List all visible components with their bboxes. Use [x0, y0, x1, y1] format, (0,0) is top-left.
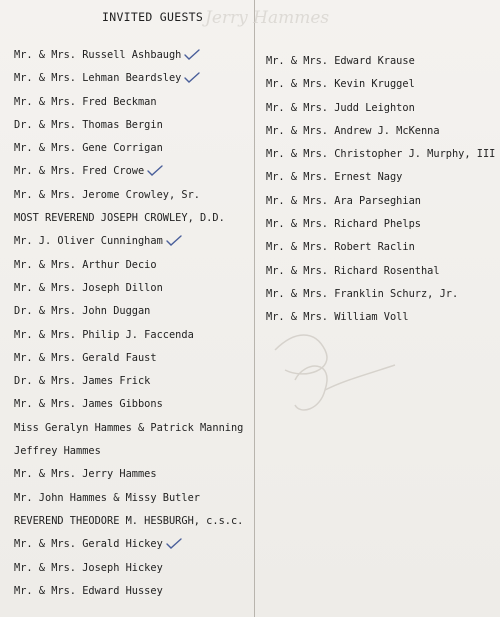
- guest-entry: [14, 114, 252, 137]
- guest-name: Mr. & Mrs. Ernest Nagy: [266, 171, 403, 184]
- guest-name: Mr. & Mrs. Joseph Hickey: [14, 561, 163, 574]
- guest-name: Mr. & Mrs. Franklin Schurz, Jr.: [266, 287, 459, 300]
- guest-name: Mr. & Mrs. Gene Corrigan: [14, 142, 163, 155]
- guest-entry: [266, 236, 496, 259]
- guest-name: Mr. & Mrs. Arthur Decio: [14, 258, 157, 271]
- guest-name: Mr. & Mrs. James Gibbons: [14, 398, 163, 411]
- guest-entry: [14, 510, 252, 533]
- guest-name: Mr. & Mrs. Edward Hussey: [14, 584, 163, 597]
- guest-name: Mr. & Mrs. Fred Beckman: [14, 95, 157, 108]
- guest-entry: [14, 487, 252, 510]
- guest-name: Mr. & Mrs. Kevin Kruggel: [266, 78, 415, 91]
- guest-name: Mr. & Mrs. Philip J. Faccenda: [14, 328, 194, 341]
- guest-entry: [14, 533, 252, 556]
- guest-name: Dr. & Mrs. James Frick: [14, 375, 151, 388]
- guest-entry: [14, 347, 252, 370]
- check-mark-icon: [166, 538, 182, 550]
- check-mark-icon: [184, 49, 200, 61]
- guest-entry: [266, 283, 496, 306]
- guest-name: Mr. & Mrs. Gerald Faust: [14, 351, 157, 364]
- guest-name: MOST REVEREND JOSEPH CROWLEY, D.D.: [14, 212, 225, 225]
- guest-entry: [14, 44, 252, 67]
- guest-name: Mr. & Mrs. Richard Phelps: [266, 218, 421, 231]
- guest-entry: [14, 440, 252, 463]
- page-fold-divider: [254, 0, 255, 617]
- guest-name: REVEREND THEODORE M. HESBURGH, c.s.c.: [14, 514, 244, 527]
- guest-entry: [14, 393, 252, 416]
- check-mark-icon: [166, 235, 182, 247]
- guest-name: Mr. & Mrs. Gerald Hickey: [14, 538, 163, 551]
- guest-entry: [14, 300, 252, 323]
- guest-entry: [14, 207, 252, 230]
- guest-entry: [14, 91, 252, 114]
- guest-entry: [266, 260, 496, 283]
- guest-name: Mr. & Mrs. Robert Raclin: [266, 241, 415, 254]
- guest-entry: [266, 50, 496, 73]
- guest-entry: [14, 184, 252, 207]
- guest-name: Mr. & Mrs. Ara Parseghian: [266, 194, 421, 207]
- guest-name: Mr. & Mrs. Edward Krause: [266, 55, 415, 67]
- guest-name: Mr. & Mrs. Joseph Dillon: [14, 281, 163, 294]
- guest-name: Mr. & Mrs. William Voll: [266, 311, 409, 324]
- guest-entry: [14, 254, 252, 277]
- guest-name: Mr. & Mrs. Fred Crowe: [14, 165, 145, 178]
- guest-entry: [266, 306, 496, 329]
- guest-entry: [266, 97, 496, 120]
- guest-name: Jeffrey Hammes: [14, 445, 101, 458]
- guest-entry: [14, 277, 252, 300]
- guest-entry: [266, 190, 496, 213]
- guest-entry: [266, 143, 496, 166]
- guest-name: Dr. & Mrs. Thomas Bergin: [14, 118, 163, 131]
- guest-name: Dr. & Mrs. John Duggan: [14, 305, 151, 318]
- guest-name: Mr. & Mrs. Jerome Crowley, Sr.: [14, 188, 200, 201]
- show-through-signature-mark: [265, 320, 405, 430]
- guest-name: Mr. & Mrs. Lehman Beardsley: [14, 72, 182, 85]
- guest-list-left: [14, 44, 252, 603]
- guest-entry: [14, 160, 252, 183]
- guest-name: Mr. & Mrs. Richard Rosenthal: [266, 264, 440, 277]
- guest-name: Mr. & Mrs. Jerry Hammes: [14, 468, 157, 481]
- guest-name: Mr. & Mrs. Russell Ashbaugh: [14, 49, 182, 61]
- guest-entry: [14, 557, 252, 580]
- guest-name: Mr. J. Oliver Cunningham: [14, 235, 163, 248]
- guest-entry: [14, 67, 252, 90]
- guest-entry: [266, 213, 496, 236]
- guest-entry: [14, 230, 252, 253]
- page-title: INVITED GUESTS: [102, 10, 204, 24]
- guest-entry: [266, 120, 496, 143]
- check-mark-icon: [184, 72, 200, 84]
- guest-entry: [14, 417, 252, 440]
- guest-entry: [14, 324, 252, 347]
- guest-entry: [266, 166, 496, 189]
- check-mark-icon: [147, 165, 163, 177]
- guest-name: Mr. & Mrs. Christopher J. Murphy, III: [266, 148, 496, 161]
- guest-name: Mr. & Mrs. Andrew J. McKenna: [266, 124, 440, 137]
- guest-entry: [14, 580, 252, 603]
- show-through-header: Jerry Hammes: [205, 8, 330, 28]
- guest-entry: [14, 370, 252, 393]
- guest-name: Mr. & Mrs. Judd Leighton: [266, 101, 415, 114]
- guest-entry: [14, 463, 252, 486]
- guest-name: Miss Geralyn Hammes & Patrick Manning: [14, 421, 244, 434]
- guest-entry: [14, 137, 252, 160]
- guest-entry: [266, 73, 496, 96]
- guest-name: Mr. John Hammes & Missy Butler: [14, 491, 200, 504]
- guest-list-right: [266, 50, 496, 330]
